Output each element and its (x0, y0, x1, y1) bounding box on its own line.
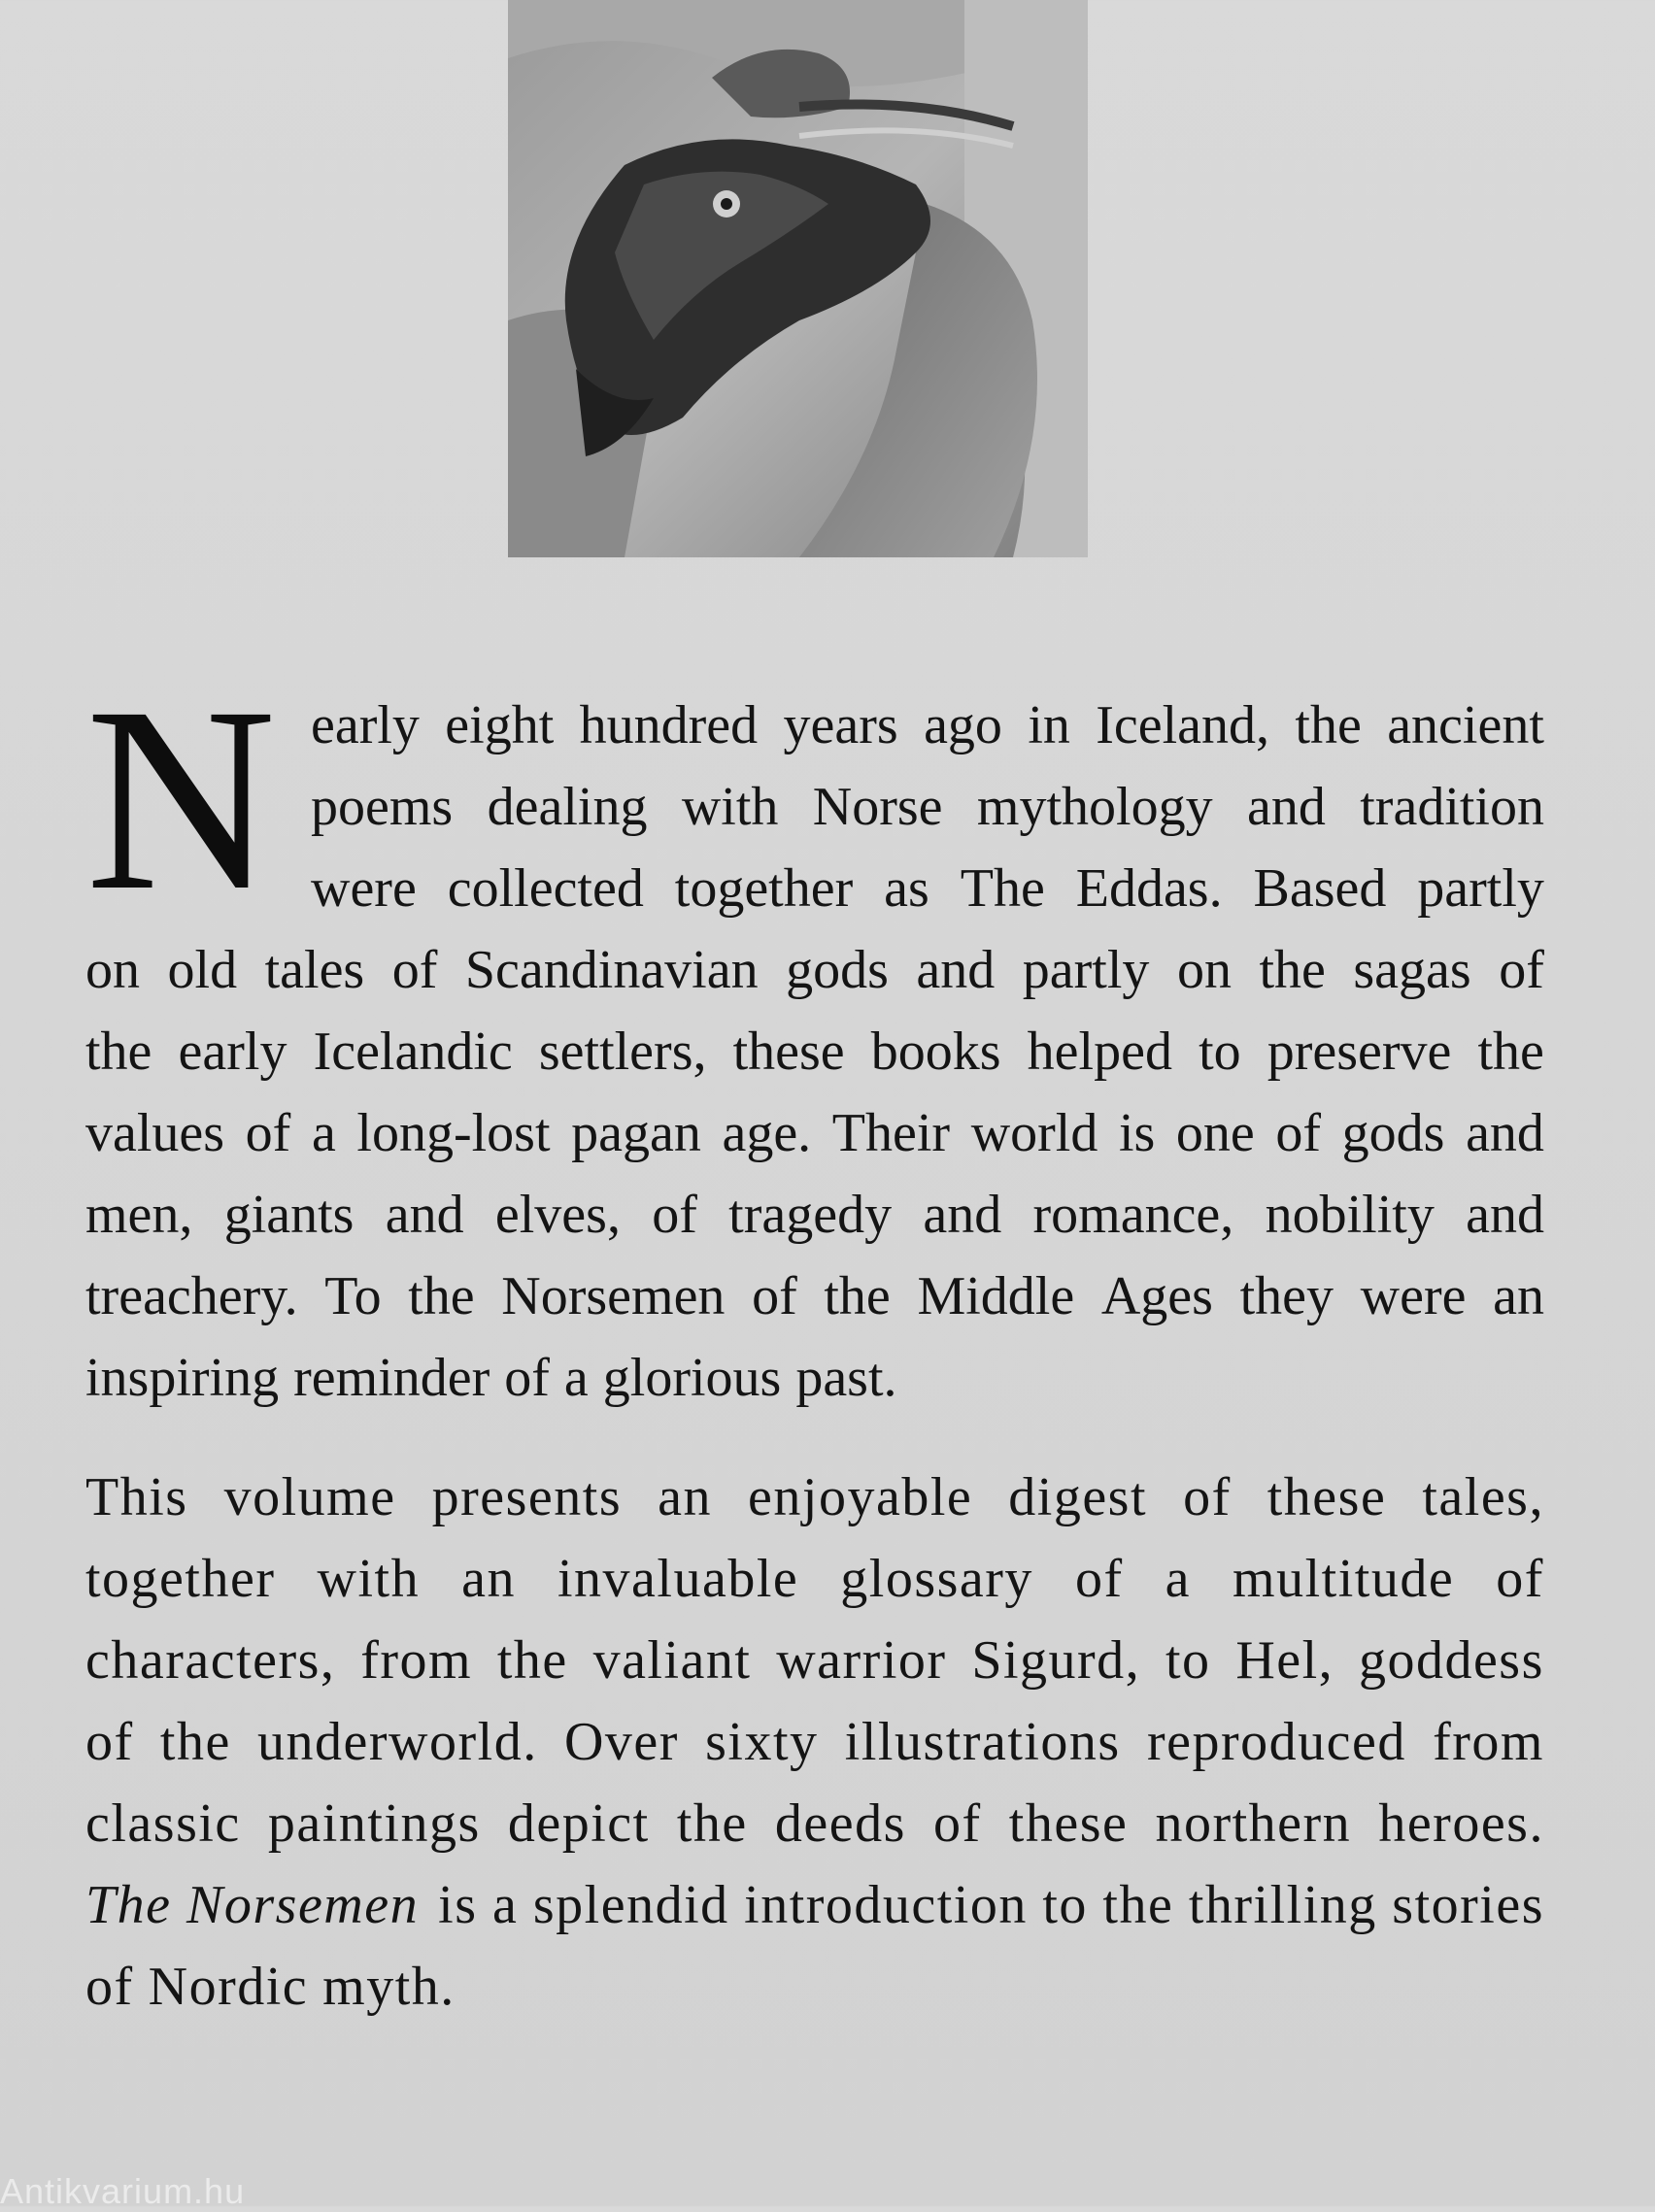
word: and (923, 1185, 1002, 1245)
word: as (884, 858, 929, 919)
word: northern (1155, 1793, 1352, 1854)
intro-line (85, 929, 1544, 1011)
dragon-prow-illustration (508, 0, 1088, 557)
word: mythology (976, 777, 1213, 837)
word: with (681, 777, 779, 837)
word: and (1247, 777, 1326, 837)
word: treachery. (85, 1266, 298, 1326)
intro-line (85, 1011, 1544, 1092)
word: volume (223, 1467, 396, 1527)
word: these (732, 1022, 845, 1082)
summary-line (85, 1783, 1544, 1864)
word: valiant (592, 1630, 752, 1691)
word: these (1267, 1467, 1387, 1527)
word: classic (85, 1793, 241, 1854)
word: tales (264, 940, 365, 1000)
intro-line (85, 1092, 1544, 1174)
summary-line (85, 1538, 1544, 1620)
word: of (1496, 1549, 1544, 1609)
word: multitude (1233, 1549, 1455, 1609)
word: of (652, 1185, 697, 1245)
word: Sigurd, (971, 1630, 1141, 1691)
word: the (408, 1266, 475, 1326)
word: past. (795, 1348, 897, 1408)
word: giants (223, 1185, 355, 1245)
word: early (178, 1022, 287, 1082)
word: of (1499, 940, 1544, 1000)
word: years (783, 695, 898, 755)
word: the (824, 1266, 891, 1326)
word: of (1074, 1549, 1124, 1609)
word: partly (1022, 940, 1150, 1000)
word: collected (447, 858, 644, 919)
word: and (1466, 1103, 1544, 1163)
word: glorious (602, 1348, 782, 1408)
word: with (317, 1549, 421, 1609)
word: men, (85, 1185, 193, 1245)
word: books (870, 1022, 1001, 1082)
word: Based (1253, 858, 1387, 919)
word: Scandinavian (464, 940, 759, 1000)
word: enjoyable (748, 1467, 973, 1527)
word: of (933, 1793, 982, 1854)
word: sagas (1353, 940, 1471, 1000)
word: presents (431, 1467, 623, 1527)
word: reminder (293, 1348, 490, 1408)
word: goddess (1358, 1630, 1544, 1691)
word: an (658, 1467, 713, 1527)
intro-line (85, 848, 1544, 929)
word: were (1360, 1266, 1467, 1326)
word: a (563, 1348, 589, 1408)
summary-line (85, 1620, 1544, 1701)
intro-line (85, 1337, 1544, 1419)
word: gods (1341, 1103, 1445, 1163)
word: partly (1417, 858, 1544, 919)
word: Their (831, 1103, 951, 1163)
word: gods (786, 940, 889, 1000)
word: is (1118, 1103, 1156, 1163)
word: This (85, 1467, 188, 1527)
word: world (970, 1103, 1098, 1163)
drop-cap: N (85, 653, 277, 945)
word: a (311, 1103, 336, 1163)
word: warrior (776, 1630, 947, 1691)
word: of (1275, 1103, 1322, 1163)
intro-paragraph (85, 653, 1544, 1419)
word: Norse (812, 777, 943, 837)
word: to (1165, 1630, 1211, 1691)
summary-title-rest: is a splendid introduction to the thrilling stories (438, 1875, 1544, 1935)
word: tales, (1422, 1467, 1544, 1527)
word: poems (311, 777, 454, 837)
word: underworld. (257, 1712, 538, 1772)
word: ancient (1387, 695, 1544, 755)
word: myth. (322, 1957, 456, 2017)
word: Eddas. (1075, 858, 1223, 919)
word: these (1008, 1793, 1129, 1854)
watermark: Antikvarium.hu (0, 2171, 246, 2211)
word: Over (563, 1712, 679, 1772)
summary-line (85, 1457, 1544, 1538)
word: early (311, 695, 420, 755)
word: and (1466, 1185, 1544, 1245)
word: on (85, 940, 140, 1000)
word: the (1477, 1022, 1544, 1082)
word: the (159, 1712, 231, 1772)
word: Iceland, (1096, 695, 1270, 755)
word: the (496, 1630, 568, 1691)
word: heroes. (1378, 1793, 1544, 1854)
word: ago (924, 695, 1002, 755)
word: The (960, 858, 1045, 919)
word: one (1175, 1103, 1255, 1163)
word: characters, (85, 1630, 336, 1691)
intro-line (85, 766, 1544, 848)
word: values (85, 1103, 225, 1163)
word: Hel, (1235, 1630, 1334, 1691)
word: deeds (774, 1793, 906, 1854)
word: an (461, 1549, 516, 1609)
word: and (385, 1185, 464, 1245)
word: an (1493, 1266, 1544, 1326)
summary-paragraph (85, 1457, 1544, 2028)
word: tradition (1360, 777, 1544, 837)
word: of (1183, 1467, 1232, 1527)
word: of (245, 1103, 291, 1163)
word: preserve (1267, 1022, 1452, 1082)
intro-line (85, 1256, 1544, 1337)
word: from (1433, 1712, 1544, 1772)
word: Icelandic (313, 1022, 513, 1082)
word: together (85, 1549, 276, 1609)
word: glossary (840, 1549, 1033, 1609)
word: together (674, 858, 854, 919)
word: elves, (494, 1185, 621, 1245)
word: sixty (705, 1712, 819, 1772)
dragon-prow-icon (508, 0, 1088, 557)
word: of (85, 1957, 134, 2017)
summary-title-line (85, 1864, 1544, 1946)
word: of (752, 1266, 797, 1326)
word: nobility (1265, 1185, 1435, 1245)
word: Ages (1100, 1266, 1213, 1326)
word: To (324, 1266, 382, 1326)
word: invaluable (557, 1549, 799, 1609)
word: of (504, 1348, 550, 1408)
word: Middle (917, 1266, 1075, 1326)
word: the (1259, 940, 1326, 1000)
summary-line (85, 1701, 1544, 1783)
word: long-lost (356, 1103, 551, 1163)
word: pagan (571, 1103, 701, 1163)
word: digest (1008, 1467, 1148, 1527)
word: settlers, (538, 1022, 707, 1082)
word: from (360, 1630, 473, 1691)
word: old (167, 940, 238, 1000)
intro-line (85, 1174, 1544, 1256)
word: Norsemen (501, 1266, 726, 1326)
word: helped (1027, 1022, 1172, 1082)
book-title: The Norsemen (85, 1875, 420, 1935)
word: paintings (267, 1793, 481, 1854)
word: tragedy (728, 1185, 893, 1245)
word: reproduced (1146, 1712, 1406, 1772)
word: eight (445, 695, 555, 755)
word: depict (507, 1793, 650, 1854)
word: illustrations (844, 1712, 1121, 1772)
word: and (916, 940, 996, 1000)
intro-line (85, 685, 1544, 766)
word: they (1239, 1266, 1334, 1326)
word: dealing (487, 777, 648, 837)
word: the (85, 1022, 152, 1082)
word: were (311, 858, 417, 919)
word: on (1176, 940, 1232, 1000)
word: Nordic (148, 1957, 309, 2017)
word: inspiring (85, 1348, 280, 1408)
word: age. (722, 1103, 812, 1163)
word: in (1028, 695, 1070, 755)
word: hundred (579, 695, 759, 755)
word: of (85, 1712, 134, 1772)
word: of (391, 940, 438, 1000)
word: romance, (1032, 1185, 1234, 1245)
word: the (1295, 695, 1362, 755)
summary-line (85, 1946, 1544, 2028)
word: to (1199, 1022, 1241, 1082)
word: the (676, 1793, 748, 1854)
word: a (1165, 1549, 1192, 1609)
